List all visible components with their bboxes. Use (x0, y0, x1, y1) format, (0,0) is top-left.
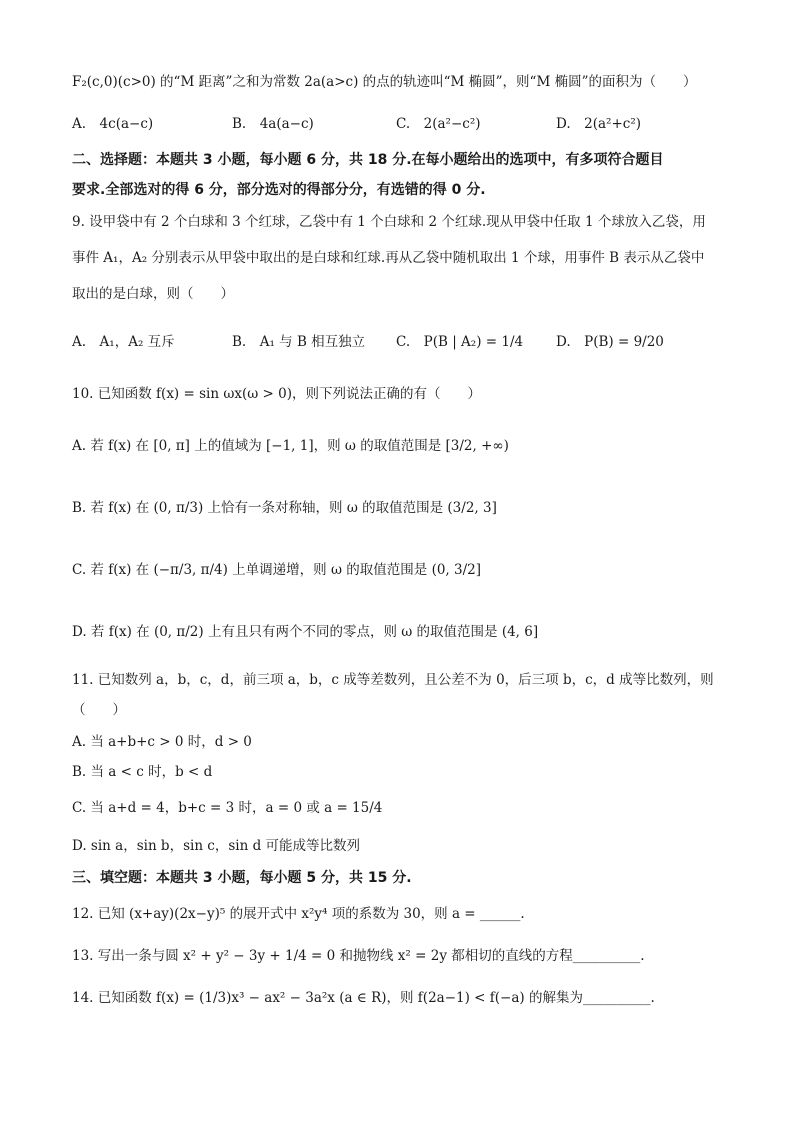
q11-option-b: B. 当 a < c 时，b < d (72, 764, 213, 780)
q8-option-d: D. 2(a²+c²) (556, 116, 642, 132)
q9-option-b: B. A₁ 与 B 相互独立 (232, 334, 366, 350)
q11-stem-line2: （ ） (72, 702, 126, 718)
q10-option-d: D. 若 f(x) 在 (0, π/2) 上有且只有两个不同的零点，则 ω 的取值范围是 (4, 6] (72, 624, 539, 640)
q8-stem-tail: F₂(c,0)(c>0) 的“M 距离”之和为常数 2a(a>c) 的点的轨迹叫“M 椭圆”，则“M 椭圆”的面积为（ ） (72, 74, 697, 90)
q10-option-c: C. 若 f(x) 在 (−π/3, π/4) 上单调递增，则 ω 的取值范围是 (0, 3/2] (72, 562, 482, 578)
q9-stem-line2: 事件 A₁，A₂ 分别表示从甲袋中取出的是白球和红球.再从乙袋中随机取出 1 个球，用事件 B 表示从乙袋中 (72, 250, 705, 266)
q11-stem-line1: 11. 已知数列 a，b，c，d，前三项 a，b，c 成等差数列，且公差不为 0，后三项 b，c，d 成等比数列，则 (72, 672, 714, 688)
q9-option-a: A. A₁，A₂ 互斥 (72, 334, 175, 350)
q12-text: 12. 已知 (x+ay)(2x−y)⁵ 的展开式中 x²y⁴ 项的系数为 30，则 a = ______. (72, 906, 525, 922)
q9-option-c: C. P(B | A₂) = 1/4 (396, 334, 524, 350)
q14-text: 14. 已知函数 f(x) = (1/3)x³ − ax² − 3a²x (a ∈ R)，则 f(2a−1) < f(−a) 的解集为__________. (72, 990, 655, 1006)
section2-heading-line2: 要求.全部选对的得 6 分，部分选对的得部分分，有选错的得 0 分. (72, 182, 486, 198)
q9-option-d: D. P(B) = 9/20 (556, 334, 664, 350)
q8-option-a: A. 4c(a−c) (72, 116, 154, 132)
q9-stem-line3: 取出的是白球，则（ ） (72, 286, 234, 302)
q10-option-a: A. 若 f(x) 在 [0, π] 上的值域为 [−1, 1]，则 ω 的取值范围是 [3/2, +∞) (72, 438, 509, 454)
q8-option-b: B. 4a(a−c) (232, 116, 314, 132)
q11-option-a: A. 当 a+b+c > 0 时，d > 0 (72, 734, 252, 750)
q10-stem: 10. 已知函数 f(x) = sin ωx(ω > 0)，则下列说法正确的有（ ） (72, 386, 481, 402)
q11-option-c: C. 当 a+d = 4，b+c = 3 时，a = 0 或 a = 15/4 (72, 800, 383, 816)
section2-heading-line1: 二、选择题：本题共 3 小题，每小题 6 分，共 18 分.在每小题给出的选项中，有多项符合题目 (72, 152, 664, 168)
q8-option-c: C. 2(a²−c²) (396, 116, 481, 132)
q9-stem-line1: 9. 设甲袋中有 2 个白球和 3 个红球，乙袋中有 1 个白球和 2 个红球.现从甲袋中任取 1 个球放入乙袋，用 (72, 214, 706, 230)
q13-text: 13. 写出一条与圆 x² + y² − 3y + 1/4 = 0 和抛物线 x² = 2y 都相切的直线的方程__________. (72, 948, 645, 964)
q10-option-b: B. 若 f(x) 在 (0, π/3) 上恰有一条对称轴，则 ω 的取值范围是 (3/2, 3] (72, 500, 497, 516)
section3-heading: 三、填空题：本题共 3 小题，每小题 5 分，共 15 分. (72, 870, 412, 886)
q11-option-d: D. sin a，sin b，sin c，sin d 可能成等比数列 (72, 838, 361, 854)
